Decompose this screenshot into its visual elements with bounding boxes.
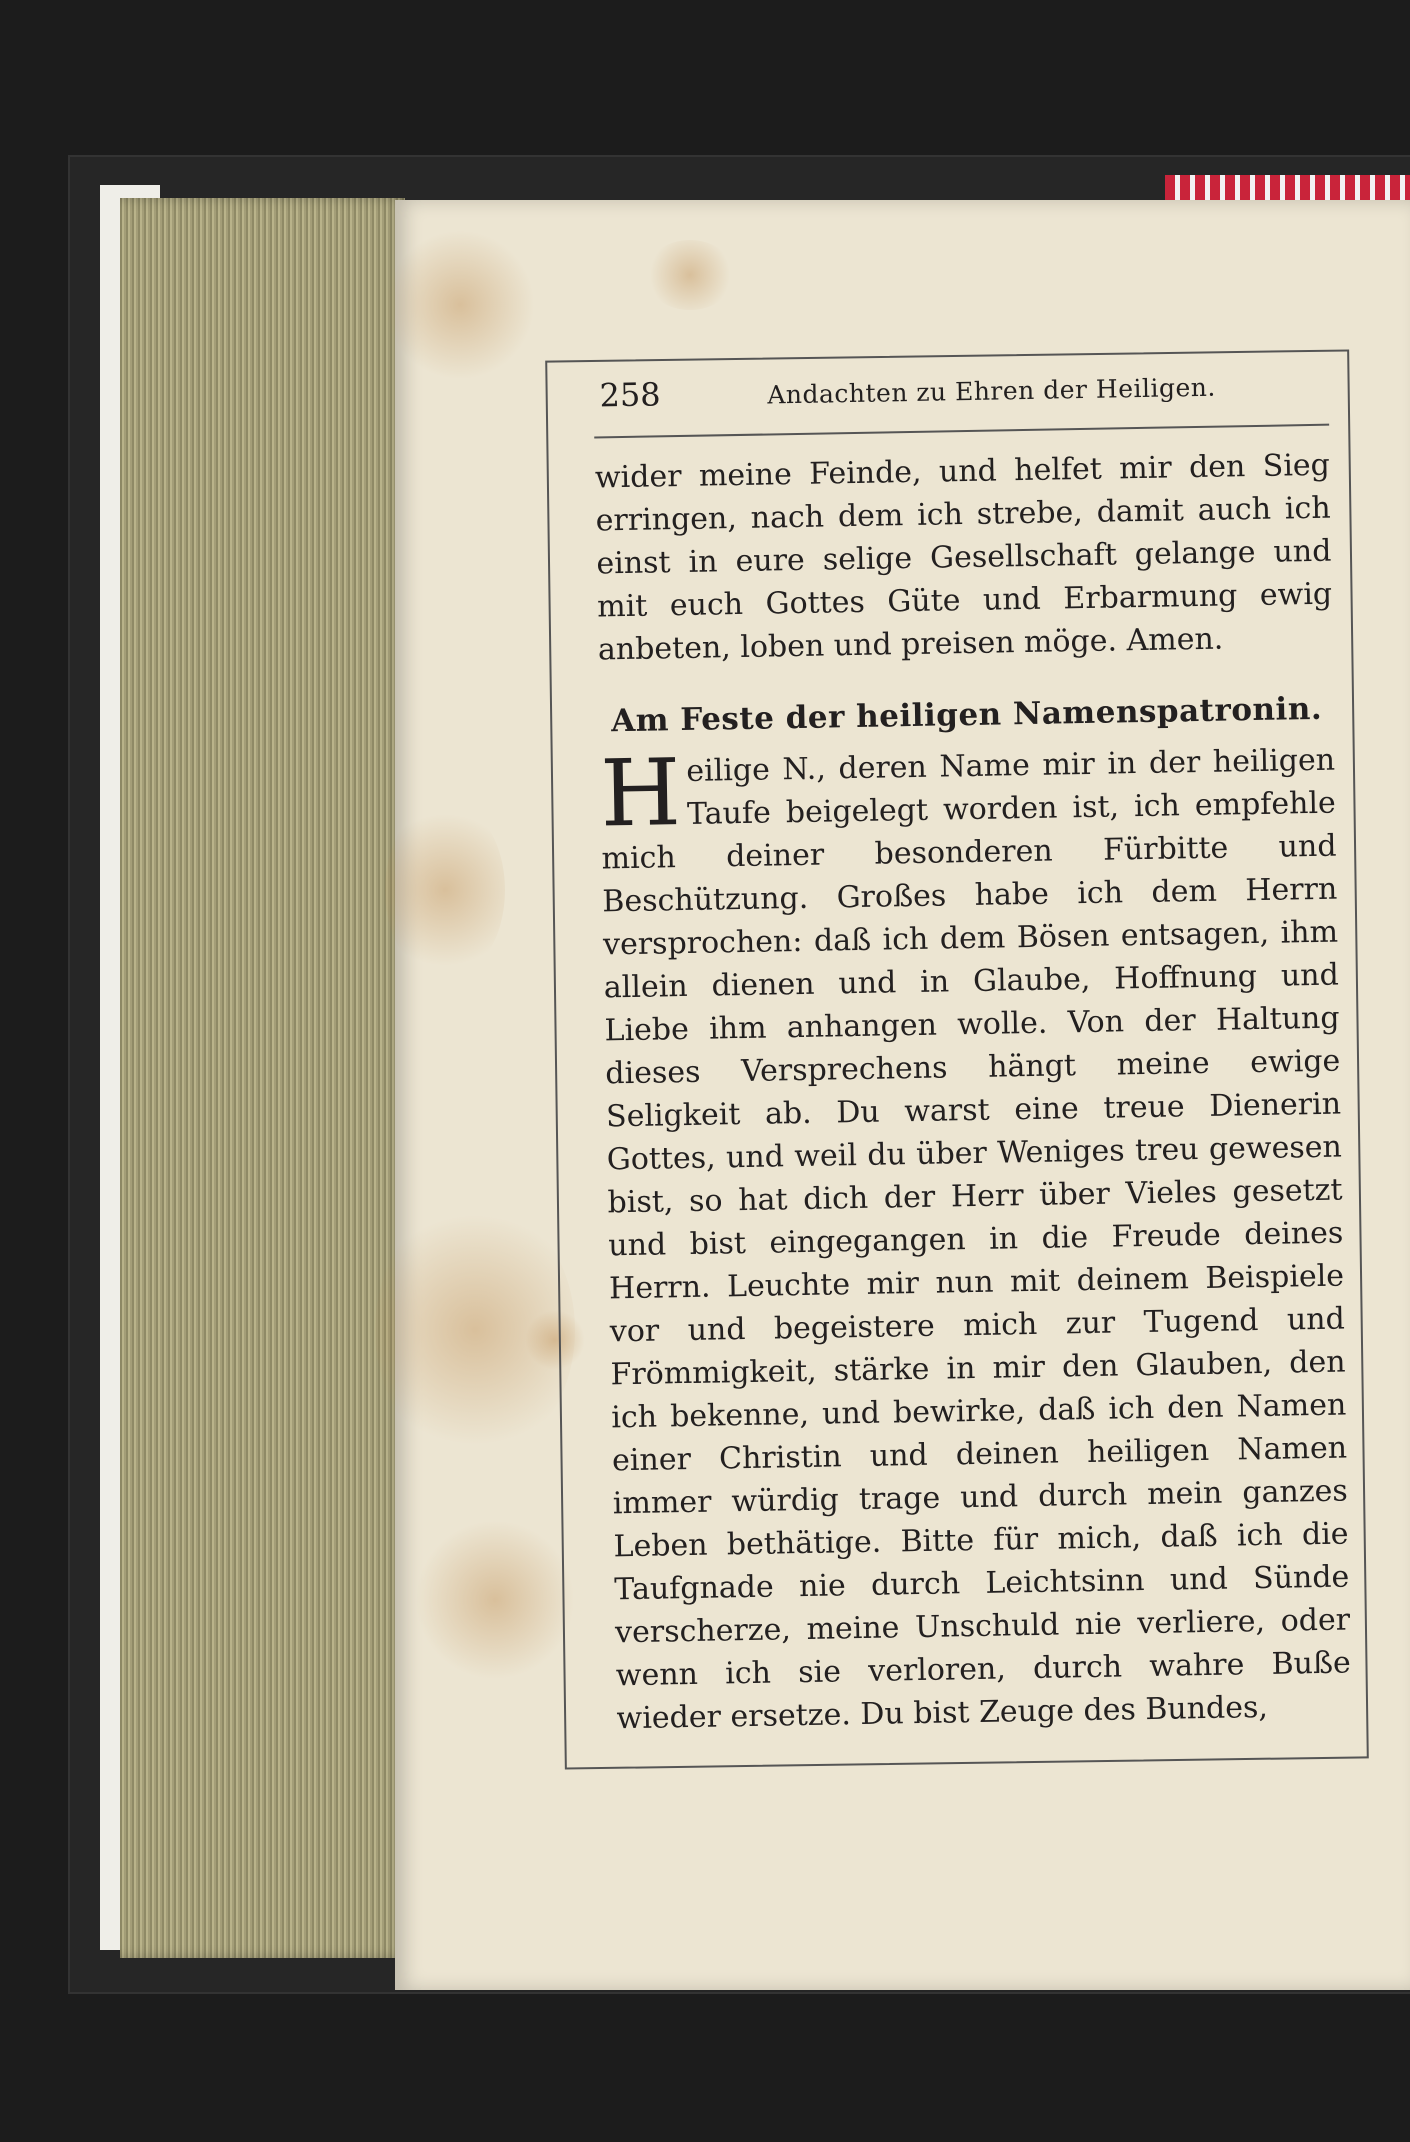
page-content (593, 364, 1352, 1737)
foxing-stain (645, 240, 735, 310)
paragraph: wider meine Feinde, und helfet mir den Sieg erringen, nach dem ich strebe, damit auch ich einst in eure selige Gesellschaft gelange und mit euch Gottes Güte und Erbarmung ewig anbeten, loben und preisen möge. Amen. (594, 447, 1333, 668)
foxing-stain (415, 1520, 575, 1680)
paragraph (600, 739, 1352, 1741)
paragraph-text: eilige N., deren Name mir in der heiligen Taufe beigelegt worden ist, ich empfehle mich deiner besonderen Fürbitte und Beschützung. Großes habe ich dem Herrn versprochen: daß ich dem Bösen entsagen, ihm allein dienen und in Glaube, Hoffnung und Liebe ihm anhangen wolle. Von der Haltung dieses Versprechens hängt meine ewige Seligkeit ab. Du warst eine treue Dienerin Gottes, und weil du über Weniges treu gewesen bist, so hat dich der Herr über Vieles gesetzt und bist eingegangen in die Freude deines Herrn. Leuchte mir nun mit deinem Beispiele vor und begeistere mich zur Tugend und Frömmigkeit, stärke in mir den Glauben, den ich bekenne, und bewirke, daß ich den Namen einer Christin und deinen heiligen Namen immer würdig trage und durch mein ganzes Leben bethätige. Bitte für mich, daß ich die Taufgnade nie durch Leichtsinn und Sünde verscherze, meine Unschuld nie verliere, oder wenn ich sie verloren, durch wahre Buße wieder ersetze. Du bist Zeuge des Bundes, (601, 742, 1352, 1737)
foxing-stain (385, 800, 505, 980)
book-page (395, 200, 1410, 1990)
page-number: 258 (599, 375, 661, 415)
page-edges (120, 198, 405, 1958)
running-title: Andachten zu Ehren der Heiligen. (767, 372, 1217, 410)
foxing-stain (385, 230, 535, 380)
page-header (593, 364, 1329, 439)
drop-cap: H (599, 739, 682, 848)
section-title: Am Feste der heiligen Namenspatronin. (610, 690, 1323, 740)
